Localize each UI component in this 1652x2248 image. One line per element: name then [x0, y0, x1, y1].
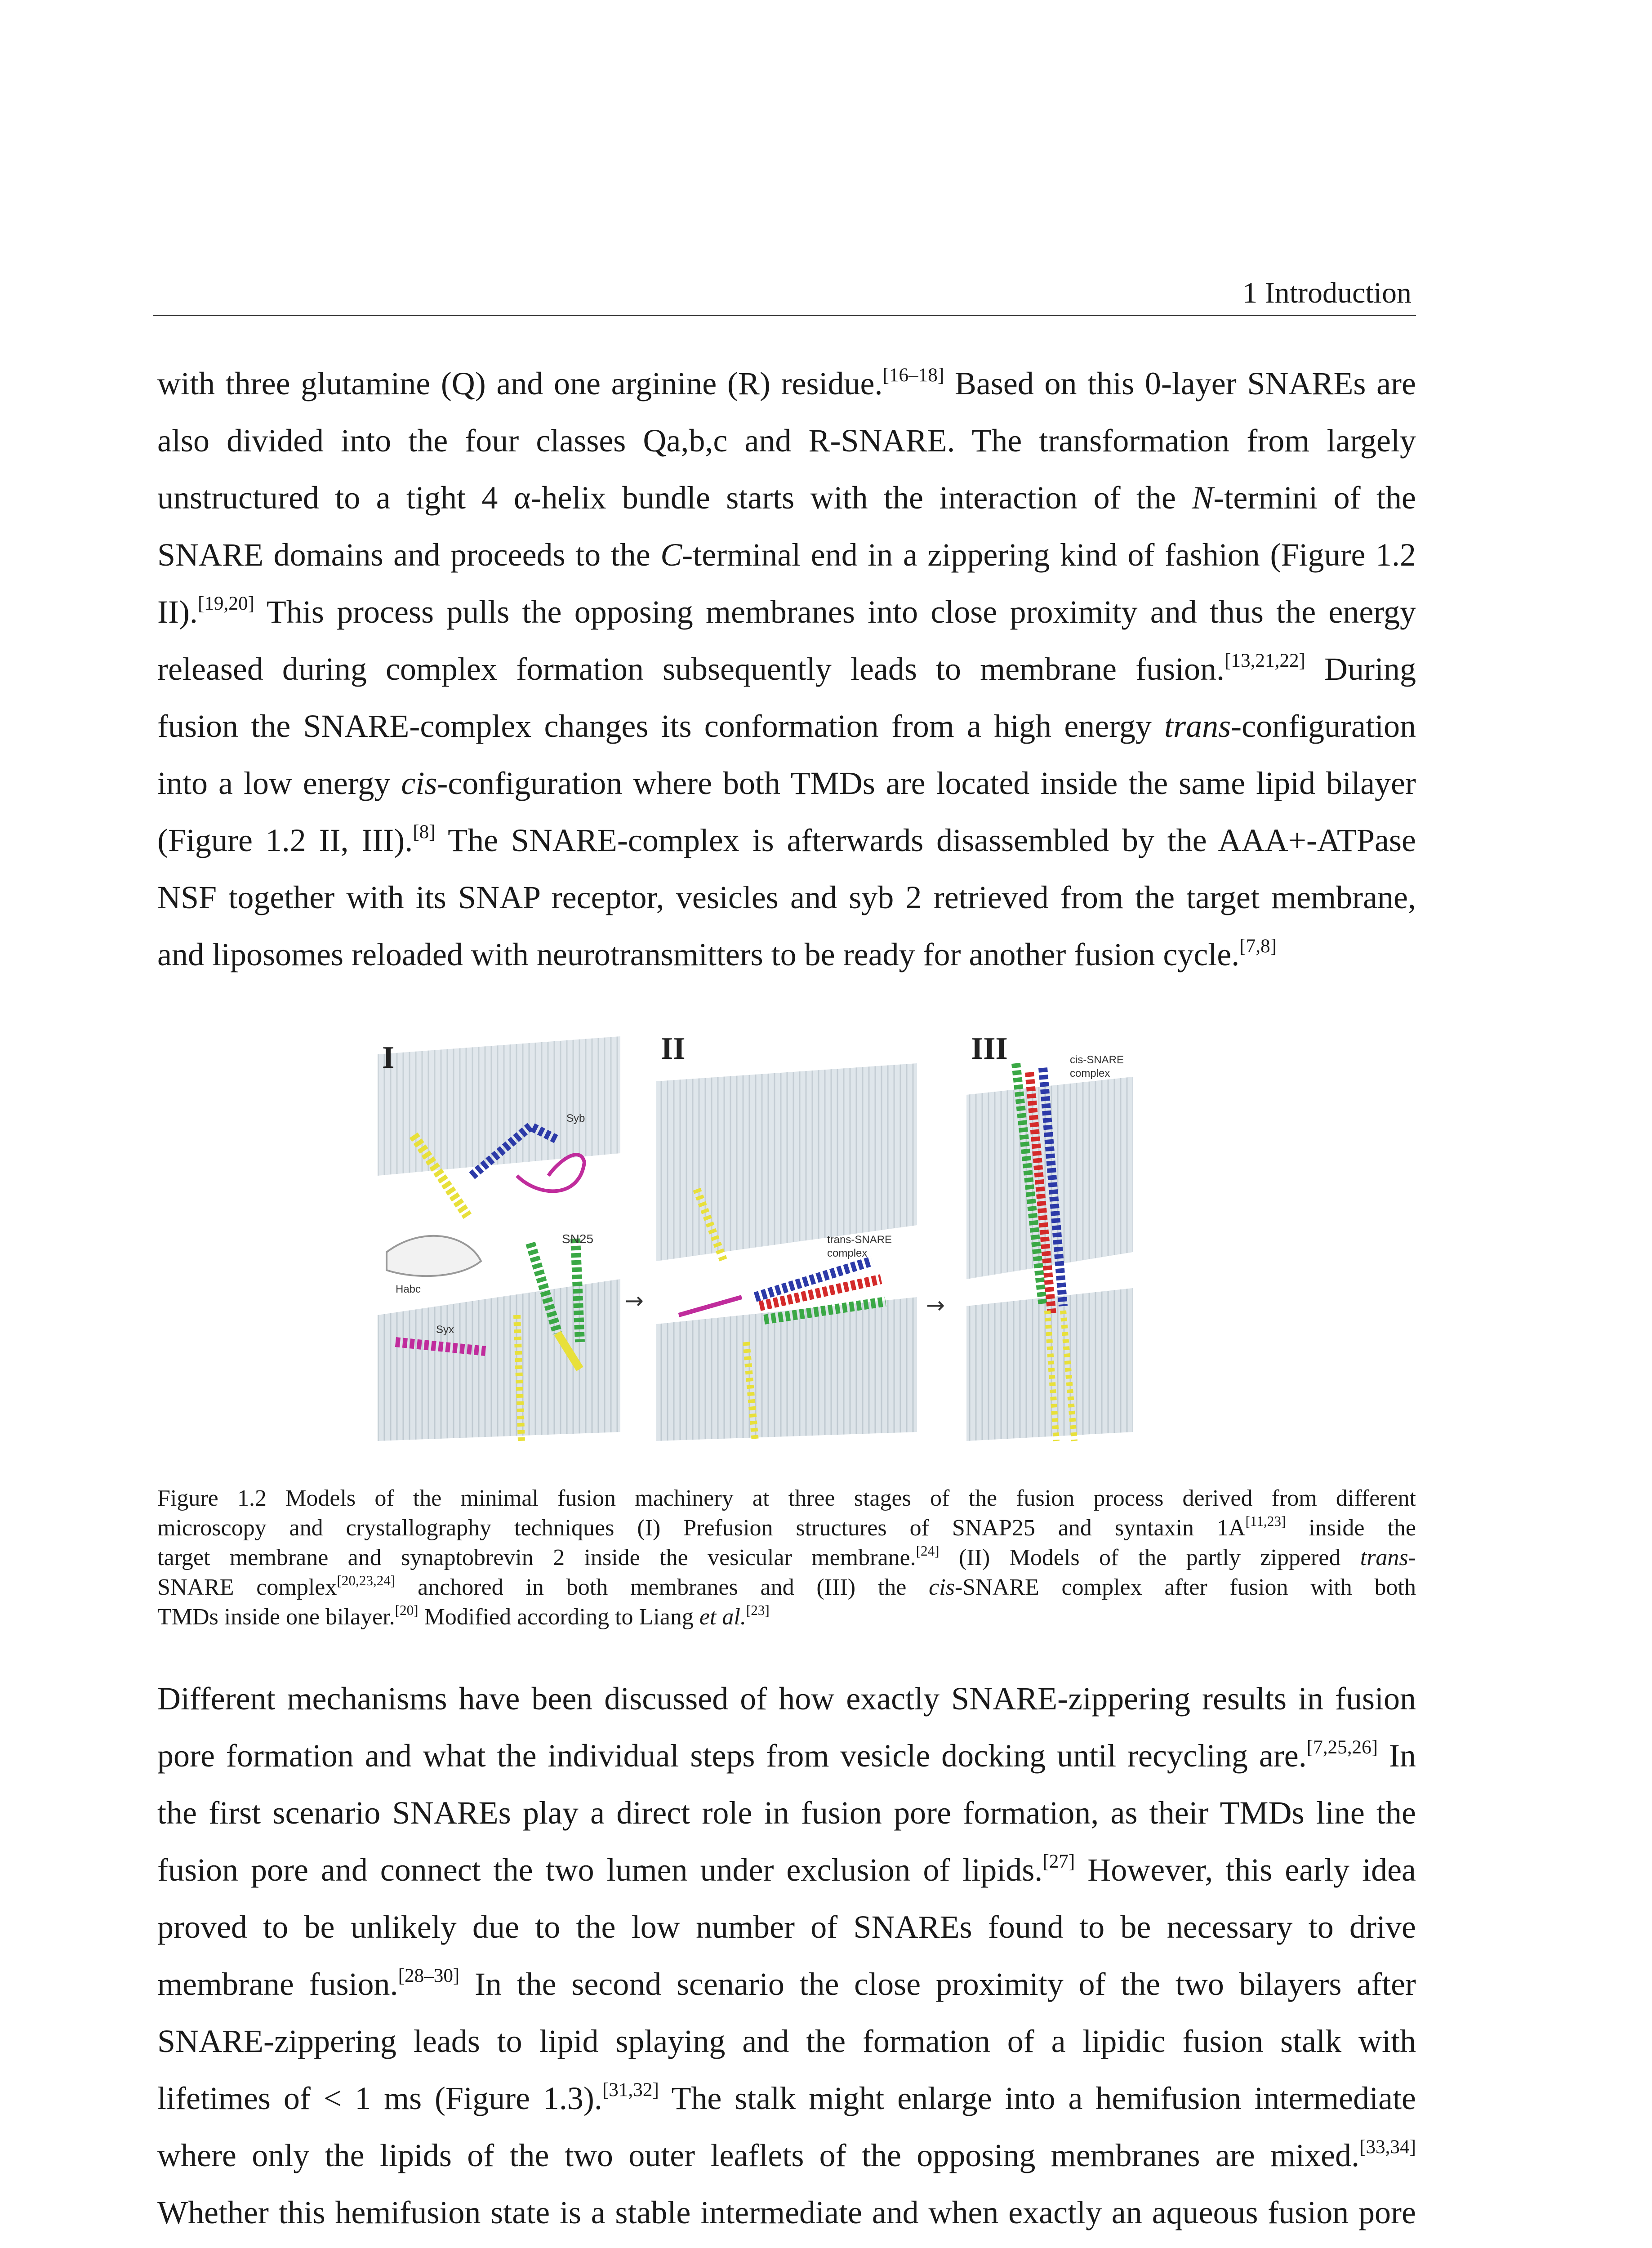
text-line: fusion pore and connect the two lumen under exclusion of lipids.[27] However, this early idea — [157, 1851, 1416, 1888]
label-trans — [827, 1234, 895, 1259]
caption-line: SNARE complex[20,23,24] anchored in both membranes and (III) the cis-SNARE complex after fusion with both — [157, 1572, 1416, 1600]
arrow-icon: → — [625, 1288, 644, 1314]
panel-2 — [656, 1031, 917, 1441]
caption-line: target membrane and synaptobrevin 2 inside the vesicular membrane.[24] (II) Models of the partly zippered trans- — [157, 1543, 1416, 1570]
label-cis — [1070, 1054, 1127, 1079]
text-line: the first scenario SNAREs play a direct role in fusion pore formation, as their TMDs line the — [157, 1795, 1416, 1831]
paragraph-1 — [157, 355, 1416, 983]
vesicle-membrane-2 — [656, 1063, 917, 1261]
sn25-helix-2 — [575, 1239, 580, 1342]
text-line: fusion the SNARE-complex changes its conformation from a high energy trans-configuration — [157, 708, 1416, 744]
text-line: and liposomes reloaded with neurotransmitters to be ready for another fusion cycle.[7,8] — [157, 935, 1277, 972]
target-membrane-1 — [378, 1279, 620, 1441]
panel-label-2: II — [661, 1031, 686, 1066]
vesicle-membrane-1 — [378, 1036, 620, 1176]
arrow-icon: → — [926, 1292, 945, 1318]
figure-snare-models — [369, 1027, 1200, 1448]
caption-line: Figure 1.2 Models of the minimal fusion machinery at three stages of the fusion process derived from different — [157, 1485, 1416, 1511]
text-line: Different mechanisms have been discussed of how exactly SNARE-zippering results in fusion — [157, 1681, 1416, 1717]
panel-label-3: III — [971, 1031, 1008, 1066]
text-line: where only the lipids of the two outer leaflets of the opposing membranes are mixed.[33,34] — [157, 2136, 1416, 2173]
label-syb: Syb — [566, 1112, 585, 1124]
text-line: SNARE-zippering leads to lipid splaying and the formation of a lipidic fusion stalk with — [157, 2023, 1416, 2059]
text-line: with three glutamine (Q) and one arginine (R) residue.[16–18] Based on this 0-layer SNAREs are — [157, 364, 1416, 401]
text-line: II).[19,20] This process pulls the opposing membranes into close proximity and thus the energy — [157, 593, 1416, 630]
label-sn25: SN25 — [562, 1232, 594, 1246]
figure-caption — [157, 1484, 1416, 1632]
label-trans-line1: trans-SNARE — [827, 1234, 892, 1246]
label-syx: Syx — [436, 1324, 454, 1336]
trans-linker — [679, 1297, 742, 1315]
caption-line: TMDs inside one bilayer.[20] Modified according to Liang et al.[23] — [157, 1602, 770, 1630]
text-line: membrane fusion.[28–30] In the second scenario the close proximity of the two bilayers after — [157, 1965, 1416, 2002]
text-line: proved to be unlikely due to the low number of SNAREs found to be necessary to drive — [157, 1909, 1416, 1945]
caption-line: microscopy and crystallography techniques (I) Prefusion structures of SNAP25 and syntaxin 1A[11,23] inside the — [157, 1513, 1416, 1541]
panel-label-1: I — [382, 1040, 395, 1075]
text-line: Whether this hemifusion state is a stable intermediate and when exactly an aqueous fusion pore — [157, 2194, 1416, 2230]
text-line: pore formation and what the individual steps from vesicle docking until recycling are.[7,25,26] In — [157, 1736, 1416, 1774]
text-line: NSF together with its SNAP receptor, vesicles and syb 2 retrieved from the target membrane, — [157, 879, 1416, 915]
text-line: unstructured to a tight 4 α-helix bundle starts with the interaction of the N-termini of the — [157, 480, 1416, 516]
habc-domain — [387, 1236, 481, 1276]
label-trans-line2: complex — [827, 1247, 868, 1259]
header-title: 1 Introduction — [1242, 277, 1412, 309]
panel-3 — [966, 1031, 1133, 1441]
paragraph-2 — [157, 1670, 1416, 2248]
text-line: (Figure 1.2 II, III).[8] The SNARE-complex is afterwards disassembled by the AAA+-ATPase — [157, 821, 1416, 858]
label-habc: Habc — [396, 1283, 421, 1295]
running-header — [153, 270, 1416, 316]
text-line: released during complex formation subsequently leads to membrane fusion.[13,21,22] During — [157, 650, 1416, 687]
text-line: also divided into the four classes Qa,b,c and R-SNARE. The transformation from largely — [157, 423, 1416, 459]
label-cis-line1: cis-SNARE — [1070, 1054, 1124, 1066]
text-line: lifetimes of < 1 ms (Figure 1.3).[31,32] The stalk might enlarge into a hemifusion intermediate — [157, 2079, 1416, 2116]
panel-1 — [378, 1036, 620, 1441]
text-line — [157, 2241, 1416, 2248]
text-line: into a low energy cis-configuration where both TMDs are located inside the same lipid bilayer — [157, 765, 1416, 801]
label-cis-line2: complex — [1070, 1067, 1110, 1079]
trans-blue — [755, 1261, 872, 1297]
text-line: SNARE domains and proceeds to the C-terminal end in a zippering kind of fashion (Figure 1.2 — [157, 537, 1416, 573]
